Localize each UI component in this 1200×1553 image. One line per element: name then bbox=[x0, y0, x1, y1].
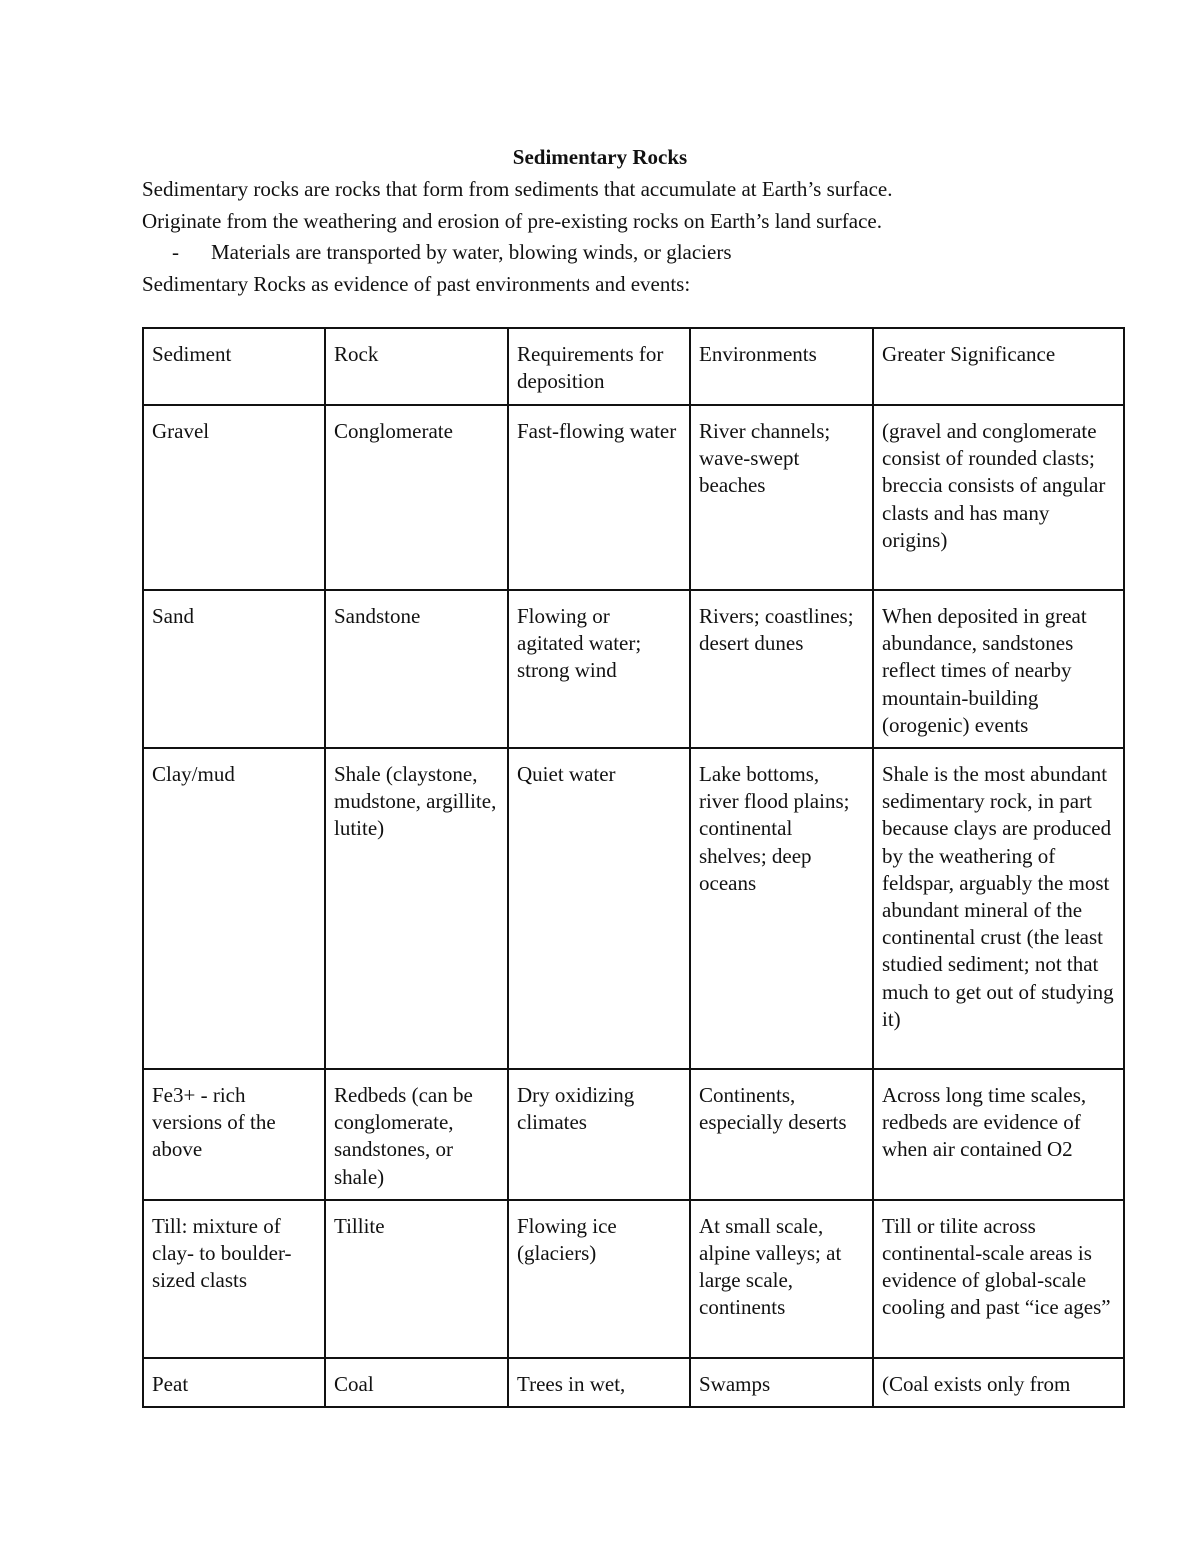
intro-line-2: Originate from the weathering and erosion of pre-existing rocks on Earth’s land surface. bbox=[142, 208, 883, 233]
table-cell: Trees in wet, bbox=[508, 1358, 690, 1407]
table-cell: Shale is the most abundant sedimentary rock, in part because clays are produced by the weathering of feldspar, arguably the most abundant mineral of the continental crust (the least studied sediment; not that much to get out of studying it) bbox=[873, 748, 1124, 1069]
table-cell: Fast-flowing water bbox=[508, 405, 690, 590]
table-cell: Redbeds (can be conglomerate, sandstones, or shale) bbox=[325, 1069, 508, 1200]
bullet-dash: - bbox=[172, 240, 179, 264]
table-cell: Gravel bbox=[143, 405, 325, 590]
table-cell: Flowing ice (glaciers) bbox=[508, 1200, 690, 1358]
table-cell: Till: mixture of clay- to boulder-sized clasts bbox=[143, 1200, 325, 1358]
sedimentary-rocks-table bbox=[142, 327, 1125, 1408]
table-cell: Tillite bbox=[325, 1200, 508, 1358]
table-cell: Sandstone bbox=[325, 590, 508, 748]
table-cell: Dry oxidizing climates bbox=[508, 1069, 690, 1200]
intro-line-1: Sedimentary rocks are rocks that form from sediments that accumulate at Earth’s surface. bbox=[142, 177, 893, 201]
table-row bbox=[143, 748, 1124, 1069]
table-row bbox=[143, 1200, 1124, 1358]
intro-text bbox=[142, 174, 1142, 300]
table-cell: (Coal exists only from bbox=[873, 1358, 1124, 1407]
page-title: Sedimentary Rocks bbox=[512, 145, 688, 169]
table-row bbox=[143, 590, 1124, 748]
table-cell: Coal bbox=[325, 1358, 508, 1407]
header-cell: Environments bbox=[690, 328, 873, 405]
table-cell: Across long time scales, redbeds are evidence of when air contained O2 bbox=[873, 1069, 1124, 1200]
table-cell: Lake bottoms, river flood plains; continental shelves; deep oceans bbox=[690, 748, 873, 1069]
header-cell: Greater Significance bbox=[873, 328, 1124, 405]
table-cell: Rivers; coastlines; desert dunes bbox=[690, 590, 873, 748]
table-cell: Till or tilite across continental-scale areas is evidence of global-scale cooling and past “ice ages” bbox=[873, 1200, 1124, 1358]
bullet-text: Materials are transported by water, blowing winds, or glaciers bbox=[211, 240, 732, 264]
table-cell: When deposited in great abundance, sandstones reflect times of nearby mountain-building (orogenic) events bbox=[873, 590, 1124, 748]
intro-bullet bbox=[142, 237, 1142, 269]
header-cell: Requirements for deposition bbox=[508, 328, 690, 405]
table-cell: Quiet water bbox=[508, 748, 690, 1069]
table-cell: Flowing or agitated water; strong wind bbox=[508, 590, 690, 748]
header-cell: Sediment bbox=[143, 328, 325, 405]
table-cell: Swamps bbox=[690, 1358, 873, 1407]
table-cell: Sand bbox=[143, 590, 325, 748]
table-cell: Fe3+ - rich versions of the above bbox=[143, 1069, 325, 1200]
table-cell: River channels; wave-swept beaches bbox=[690, 405, 873, 590]
table-cell: Continents, especially deserts bbox=[690, 1069, 873, 1200]
table-header-row bbox=[143, 328, 1124, 405]
header-cell: Rock bbox=[325, 328, 508, 405]
table-row bbox=[143, 1069, 1124, 1200]
table-cell: Shale (claystone, mudstone, argillite, lutite) bbox=[325, 748, 508, 1069]
table-cell: (gravel and conglomerate consist of rounded clasts; breccia consists of angular clasts and has many origins) bbox=[873, 405, 1124, 590]
intro-line-3: Sedimentary Rocks as evidence of past environments and events: bbox=[142, 271, 691, 296]
table-row bbox=[143, 1358, 1124, 1407]
table-cell: Clay/mud bbox=[143, 748, 325, 1069]
table-cell: Conglomerate bbox=[325, 405, 508, 590]
table-row bbox=[143, 405, 1124, 590]
table-cell: At small scale, alpine valleys; at large scale, continents bbox=[690, 1200, 873, 1358]
table-cell: Peat bbox=[143, 1358, 325, 1407]
